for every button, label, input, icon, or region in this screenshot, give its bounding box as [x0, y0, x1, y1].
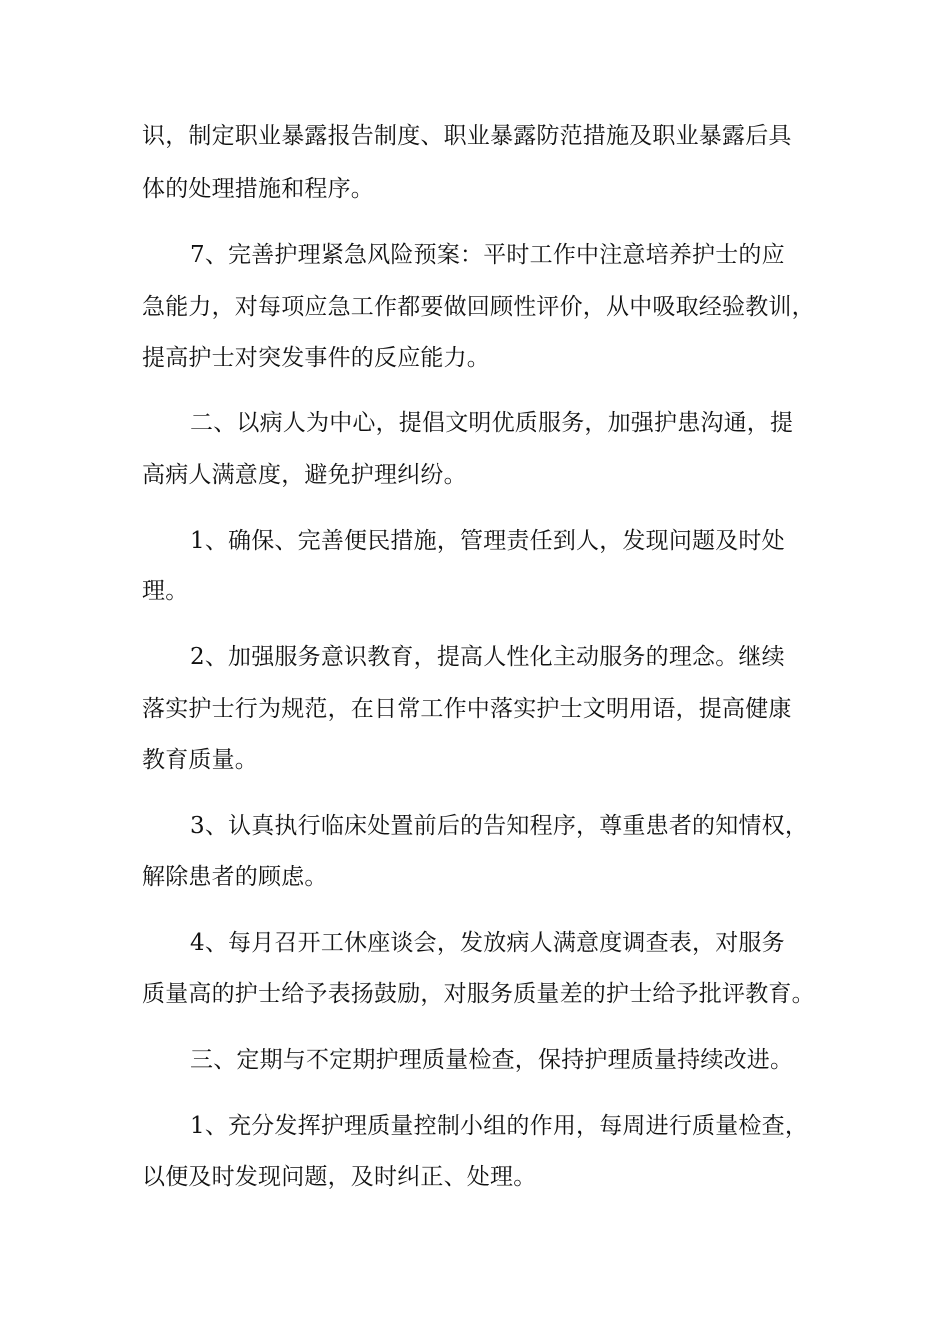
- text-line: 1、充分发挥护理质量控制小组的作用，每周进行质量检查，: [190, 1113, 809, 1139]
- text-line: 理。: [142, 578, 189, 604]
- text-line: 二、以病人为中心，提倡文明优质服务，加强护患沟通，提: [190, 410, 794, 436]
- text-line: 三、定期与不定期护理质量检查，保持护理质量持续改进。: [190, 1047, 794, 1073]
- text-line: 质量高的护士给予表扬鼓励，对服务质量差的护士给予批评教育。: [142, 981, 815, 1007]
- text-line: 高病人满意度，避免护理纠纷。: [142, 462, 467, 488]
- text-line: 解除患者的顾虑。: [142, 864, 328, 890]
- text-line: 3、认真执行临床处置前后的告知程序，尊重患者的知情权，: [190, 813, 809, 839]
- text-line: 提高护士对突发事件的反应能力。: [142, 345, 490, 371]
- text-line: 识，制定职业暴露报告制度、职业暴露防范措施及职业暴露后具: [142, 123, 792, 149]
- text-line: 4、每月召开工休座谈会，发放病人满意度调查表，对服务: [190, 930, 785, 956]
- text-line: 以便及时发现问题，及时纠正、处理。: [142, 1164, 537, 1190]
- text-line: 教育质量。: [142, 747, 258, 773]
- text-line: 急能力，对每项应急工作都要做回顾性评价，从中吸取经验教训，: [142, 294, 815, 320]
- text-line: 落实护士行为规范，在日常工作中落实护士文明用语，提高健康: [142, 696, 792, 722]
- text-line: 2、加强服务意识教育，提高人性化主动服务的理念。继续: [190, 644, 785, 670]
- text-line: 体的处理措施和程序。: [142, 176, 374, 202]
- text-line: 1、确保、完善便民措施，管理责任到人，发现问题及时处: [190, 528, 785, 554]
- text-line: 7、完善护理紧急风险预案：平时工作中注意培养护士的应: [190, 242, 785, 268]
